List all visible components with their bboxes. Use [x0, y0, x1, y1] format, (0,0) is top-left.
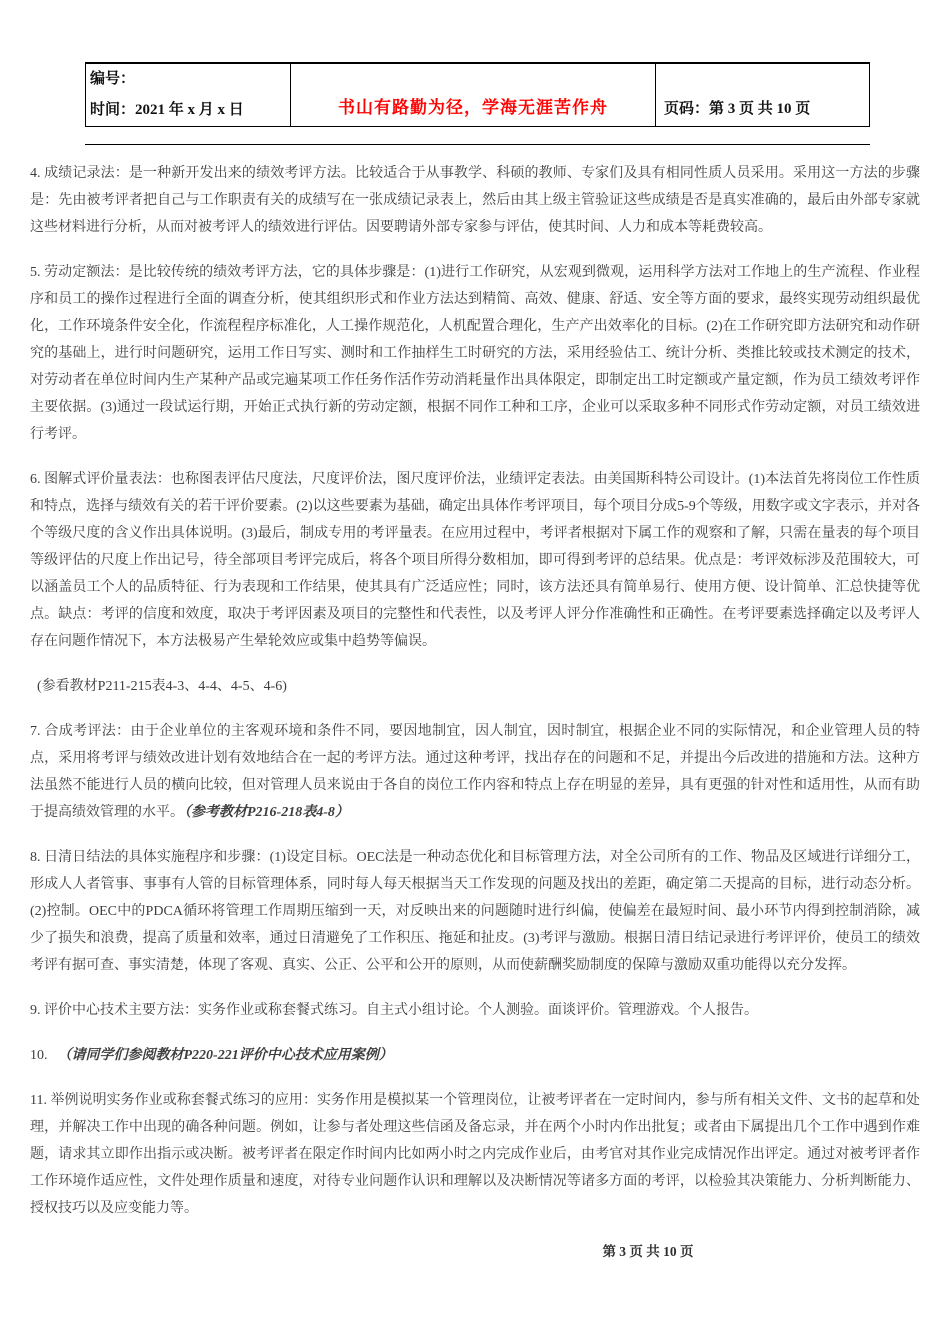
paragraph-7 [30, 718, 920, 826]
doc-date-label: 时间：2021 年 x 月 x 日 [90, 102, 244, 118]
paragraph-6-reference-text: (参看教材P211-215表4-3、4-4、4-5、4-6) [37, 679, 287, 694]
header-table [85, 62, 870, 127]
header-left-cell [86, 64, 291, 126]
paragraph-7-text: 7. 合成考评法：由于企业单位的主客观环境和条件不同，要因地制宜，因人制宜，因时制宜，根据企业不同的实际情况，和企业管理人员的特点，采用将考评与绩效改进计划有效地结合在一起的考评方法。通过这种考评，找出存在的问题和不足，并提出今后改进的措施和方法。这种方法虽然不能进行人员的横向比较，但对管理人员来说由于各自的岗位工作内容和特点上存在明显的差异，具有更强的针对性和适用性，从而有助于提高绩效管理的水平。 [30, 724, 920, 820]
paragraph-8 [30, 844, 920, 979]
header-divider [85, 144, 870, 145]
paragraph-4-text: 4. 成绩记录法：是一种新开发出来的绩效考评方法。比较适合于从事教学、科硕的教师、专家们及具有相同性质人员采用。采用这一方法的步骤是：先由被考评者把自己与工作职责有关的成绩写在一张成绩记录表上，然后由其上级主管验证这些成绩是否是真实准确的，最后由外部专家就这些材料进行分析，从而对被考评人的绩效进行评估。因要聘请外部专家参与评估，使其时间、人力和成本等耗费较高。 [30, 166, 920, 235]
paragraph-7-reference: （参考教材P216-218表4-8） [184, 805, 349, 820]
header-center-cell [291, 64, 656, 126]
paragraph-5-text: 5. 劳动定额法：是比较传统的绩效考评方法，它的具体步骤是：(1)进行工作研究，从宏观到微观，运用科学方法对工作地上的生产流程、作业程序和员工的操作过程进行全面的调查分析，使其组织形式和作业方法达到精简、高效、健康、舒适、安全等方面的要求，最终实现劳动组织最优化，工作环境条件安全化，作流程程序标准化，人工操作规范化，人机配置合理化，生产产出效率化的目标。(2)在工作研究即方法研究和动作研究的基础上，进行时问题研究，运用工作日写实、测时和工作抽样生工时研究的方法，采用经验估工、统计分析、类推比较或技术测定的技术，对劳动者在单位时间内生产某种产品或完遍某项工作任务作活作劳动消耗量作出具体限定，即制定出工时定额或产量定额，作为员工绩效考评作主要依据。(3)通过一段试运行期，开始正式执行新的劳动定额，根据不同作工种和工序，企业可以采取多种不同形式作劳动定额，对员工绩效进行考评。 [30, 265, 920, 442]
page-number-label: 页码：第 3 页 共 10 页 [664, 101, 811, 117]
paragraph-11 [30, 1087, 920, 1222]
header-motto: 书山有路勤为径，学海无涯苦作舟 [338, 98, 608, 117]
header-right-cell [656, 64, 869, 126]
paragraph-4 [30, 160, 920, 241]
paragraph-6 [30, 466, 920, 655]
paragraph-10-reference: （请同学们参阅教材P220-221评价中心技术应用案例） [57, 1048, 393, 1063]
doc-number-label: 编号： [90, 71, 136, 87]
paragraph-11-text: 11. 举例说明实务作业或称套餐式练习的应用：实务作用是模拟某一个管理岗位，让被考评者在一定时间内，参与所有相关文件、文书的起草和处理，并解决工作中出现的确各种问题。例如，让参与者处理这些信函及备忘录，并在两个小时内作出批复；或者由下属提出几个工作中遇到作难题，请求其立即作出指示或决断。被考评者在限定作时间内比如两小时之内完成作业后，由考官对其作业完成情况作出评定。通过对被考评者作工作环境作适应性，文件处理作质量和速度，对待专业问题作认识和理解以及决断情况等诸多方面的考评，以检验其决策能力、分析判断能力、授权技巧以及应变能力等。 [30, 1093, 920, 1216]
paragraph-6-reference [30, 673, 920, 700]
paragraph-6-text: 6. 图解式评价量表法：也称图表评估尺度法，尺度评价法，图尺度评价法，业绩评定表法。由美国斯科特公司设计。(1)本法首先将岗位工作性质和特点，选择与绩效有关的若干评价要素。(2)以这些要素为基础，确定出具体作考评项目，每个项目分成5-9个等级，用数字或文字表示，并对各个等级尺度的含义作出具体说明。(3)最后，制成专用的考评量表。在应用过程中，考评者根据对下属工作的观察和了解，只需在量表的每个项目等级评估的尺度上作出记号，待全部项目考评完成后，将各个项目所得分数相加，即可得到考评的总结果。优点是：考评效标涉及范围较大，可以涵盖员工个人的品质特征、行为表现和工作结果，使其具有广泛适应性；同时，该方法还具有简单易行、使用方便、设计简单、汇总快捷等优点。缺点：考评的信度和效度，取决于考评因素及项目的完整性和代表性，以及考评人评分作准确性和正确性。在考评要素选择确定以及考评人存在问题作情况下，本方法极易产生晕轮效应或集中趋势等偏误。 [30, 472, 920, 649]
document-body [30, 160, 920, 1240]
paragraph-5 [30, 259, 920, 448]
footer-page-number: 第 3 页 共 10 页 [602, 1244, 694, 1259]
paragraph-10 [30, 1042, 920, 1069]
paragraph-9-text: 9. 评价中心技术主要方法：实务作业或称套餐式练习。自主式小组讨论。个人测验。面谈评价。管理游戏。个人报告。 [30, 1003, 758, 1018]
paragraph-8-text: 8. 日清日结法的具体实施程序和步骤：(1)设定目标。OEC法是一种动态优化和目标管理方法，对全公司所有的工作、物品及区域进行详细分工，形成人人者管事、事事有人管的目标管理体系，同时每人每天根据当天工作发现的问题及找出的差距，确定第二天提高的目标，进行动态分析。(2)控制。OEC中的PDCA循环将管理工作周期压缩到一天，对反映出来的问题随时进行纠偏，使偏差在最短时间、最小环节内得到控制消除，减少了损失和浪费，提高了质量和效率，通过日清避免了工作积压、拖延和扯皮。(3)考评与激励。根据日清日结记录进行考评评价，使员工的绩效考评有据可查、事实清楚，体现了客观、真实、公正、公平和公开的原则，从而使薪酬奖励制度的保障与激励双重功能得以充分发挥。 [30, 850, 920, 973]
paragraph-9 [30, 997, 920, 1024]
paragraph-10-number: 10. [30, 1048, 48, 1063]
